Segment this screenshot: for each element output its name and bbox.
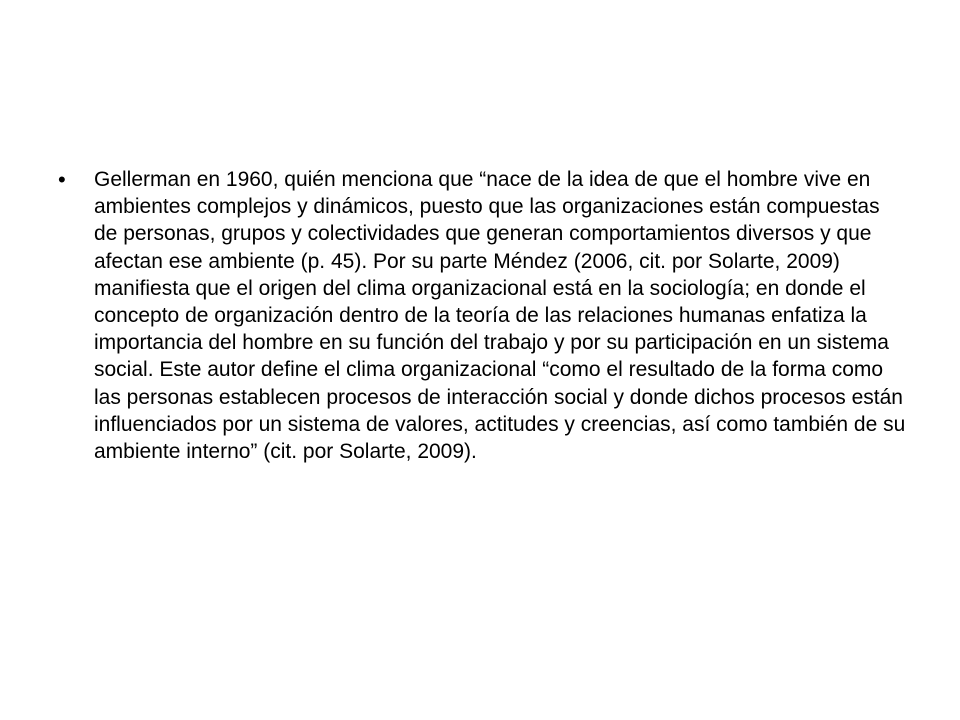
body-paragraph: Gellerman en 1960, quién menciona que “nace de la idea de que el hombre vive en ambientes complejos y dinámicos, puesto que las organizaciones están compuestas de personas, grupos y colectividades que generan comportamientos diversos y que afectan ese ambiente (p. 45). Por su parte Méndez (2006, cit. por Solarte, 2009) manifiesta que el origen del clima organizacional está en la sociología; en donde el concepto de organización dentro de la teoría de las relaciones humanas enfatiza la importancia del hombre en su función del trabajo y por su participación en un sistema social. Este autor define el clima organizacional “como el resultado de la forma como las personas establecen procesos de interacción social y donde dichos procesos están influenciados por un sistema de valores, actitudes y creencias, así como también de su ambiente interno” (cit. por Solarte, 2009).	[94, 168, 906, 464]
bullet-icon: •	[58, 167, 66, 192]
bullet-list-item	[56, 166, 916, 465]
